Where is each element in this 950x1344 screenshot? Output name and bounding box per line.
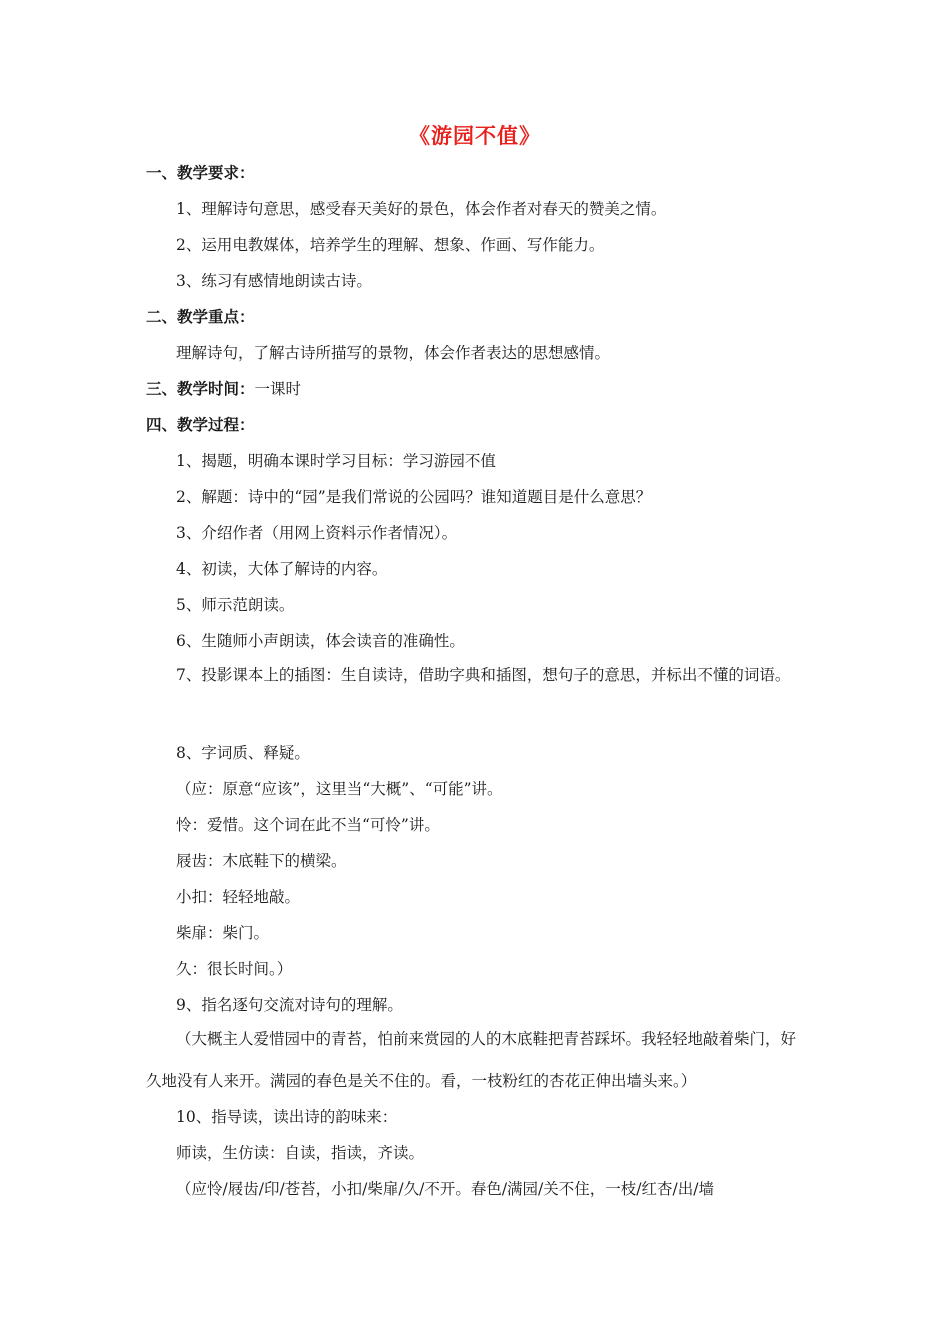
reading-methods: 师读，生仿读：自读，指读，齐读。 xyxy=(176,1144,425,1162)
poem-interpretation: （大概主人爱惜园中的青苔，怕前来赏园的人的木底鞋把青苔踩坏。我轻轻地敲着柴门，好久地没有人来开。满园的春色是关不住的。看，一枝粉红的杏花正伸出墙头来。） xyxy=(146,1030,797,1090)
gloss-xiaokou: 小扣：轻轻地敲。 xyxy=(176,888,301,906)
section-heading-requirements: 一、教学要求： xyxy=(146,164,255,182)
gloss-jichi: 屐齿：木底鞋下的横梁。 xyxy=(176,852,347,870)
process-item-8: 8、字词质、释疑。 xyxy=(176,744,310,762)
requirement-item-3: 3、练习有感情地朗读古诗。 xyxy=(176,272,372,290)
rhythm-marking: （应怜/屐齿/印/苍苔，小扣/柴扉/久/不开。春色/满园/关不住，一枝/红杏/出/墙 xyxy=(176,1180,714,1198)
section-heading-process: 四、教学过程： xyxy=(146,416,255,434)
gloss-chaifei: 柴扉：柴门。 xyxy=(176,924,270,942)
process-item-5: 5、师示范朗读。 xyxy=(176,596,295,614)
process-item-4: 4、初读，大体了解诗的内容。 xyxy=(176,560,388,578)
section-heading-focus: 二、教学重点： xyxy=(146,308,255,326)
focus-text: 理解诗句，了解古诗所描写的景物，体会作者表达的思想感情。 xyxy=(176,344,611,362)
gloss-jiu: 久：很长时间。） xyxy=(176,960,293,978)
requirement-item-1: 1、理解诗句意思，感受春天美好的景色，体会作者对春天的赞美之情。 xyxy=(176,200,667,218)
process-item-3: 3、介绍作者（用网上资料示作者情况）。 xyxy=(176,524,458,542)
requirement-item-2: 2、运用电教媒体，培养学生的理解、想象、作画、写作能力。 xyxy=(176,236,605,254)
process-item-1: 1、揭题，明确本课时学习目标：学习游园不值 xyxy=(176,452,496,470)
gloss-lian: 怜：爱惜。这个词在此不当“可怜”讲。 xyxy=(176,816,440,834)
process-item-2: 2、解题：诗中的“园”是我们常说的公园吗？谁知道题目是什么意思？ xyxy=(176,488,652,506)
process-item-10: 10、指导读，读出诗的韵味来： xyxy=(176,1108,398,1126)
process-item-6: 6、生随师小声朗读，体会读音的准确性。 xyxy=(176,632,465,650)
document-title: 《游园不值》 xyxy=(409,124,541,148)
process-item-7: 7、投影课本上的插图：生自读诗，借助字典和插图，想句子的意思，并标出不懂的词语。 xyxy=(176,666,791,684)
time-value: 一课时 xyxy=(254,380,302,398)
gloss-ying: （应：原意“应该”，这里当“大概”、“可能”讲。 xyxy=(176,780,503,798)
process-item-9: 9、指名逐句交流对诗句的理解。 xyxy=(176,996,403,1014)
section-heading-time: 三、教学时间：一课时 xyxy=(146,380,302,398)
